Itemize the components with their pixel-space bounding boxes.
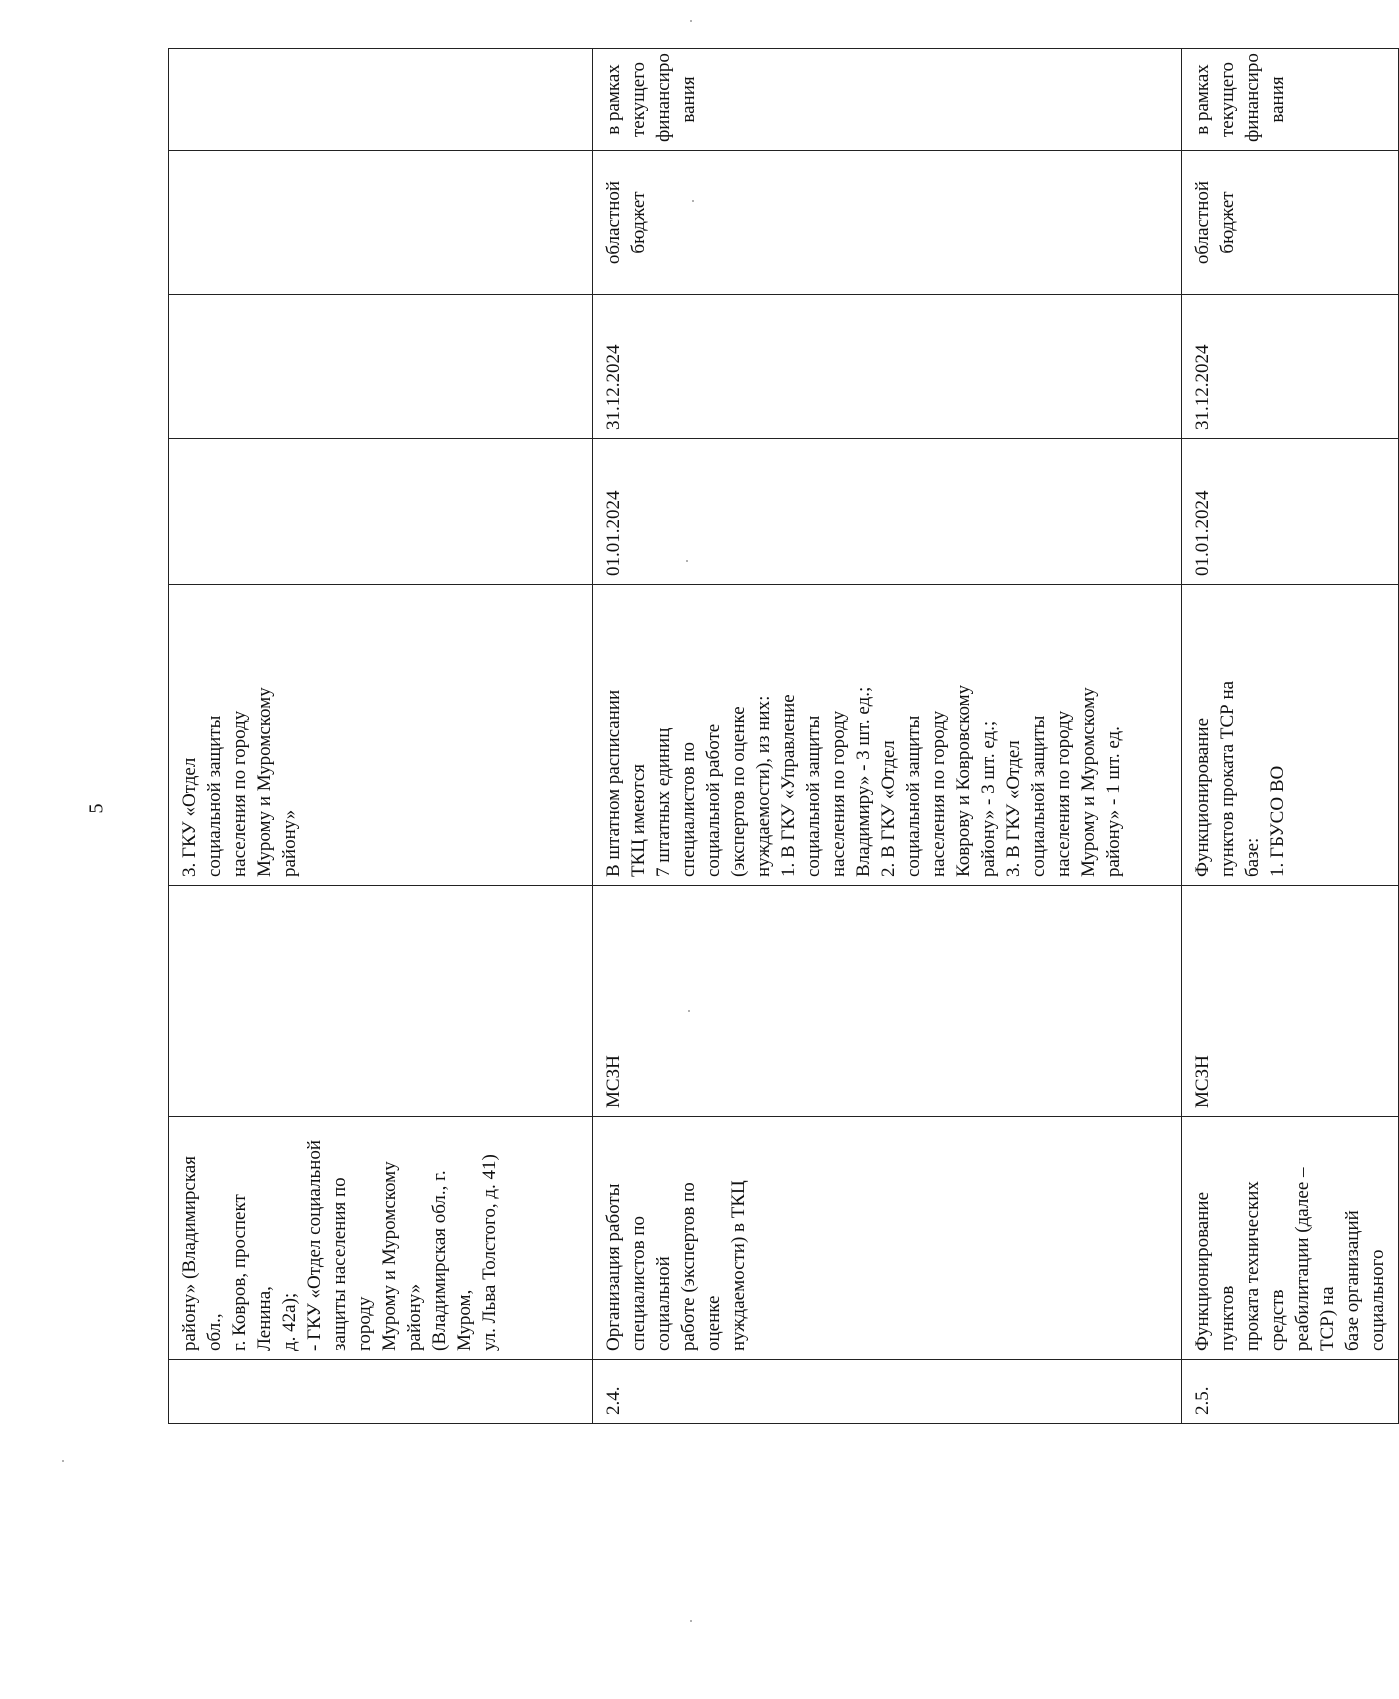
financing-volume: в рамках текущего финансиро вания [1182, 49, 1399, 151]
scan-speck [692, 200, 694, 202]
expected-result: Функционирование пунктов проката ТСР на базе: 1. ГБУСО ВО [1182, 585, 1399, 886]
end-date: 31.12.2024 [1182, 295, 1399, 439]
scan-speck [686, 560, 688, 562]
row-number: 2.5. [1182, 1360, 1399, 1424]
funding-source: областной бюджет [1182, 151, 1399, 295]
end-date: 31.12.2024 [593, 295, 1182, 439]
activity-name: Организация работы специалистов по социальной работе (экспертов по оценке нуждаемости) в ТКЦ [593, 1117, 1182, 1360]
scan-speck [688, 1010, 690, 1012]
responsible: МСЗН [1182, 886, 1399, 1117]
start-date: 01.01.2024 [1182, 439, 1399, 585]
scan-speck [690, 20, 692, 22]
expected-result: 3. ГКУ «Отдел социальной защиты населения по городу Мурому и Муромскому району» [169, 585, 593, 886]
financing-volume [169, 49, 593, 151]
start-date: 01.01.2024 [593, 439, 1182, 585]
funding-source [169, 151, 593, 295]
expected-result: В штатном расписании ТКЦ имеются 7 штатных единиц специалистов по социальной работе (экспертов по оценке нуждаемости), из них: 1. В ГКУ «Управление социальной защиты населения по городу Владимиру» - 3 шт. ед.; 2. В ГКУ «Отдел социальной защиты населения по городу Коврову и Ковровскому району» - 3 шт. ед.; 3. В ГКУ «Отдел социальной защиты населения по городу Мурому и Муромскому району» - 1 шт. ед. [593, 585, 1182, 886]
responsible [169, 886, 593, 1117]
scan-speck [690, 1620, 692, 1622]
row-number: 2.4. [593, 1360, 1182, 1424]
page-number: 5 [85, 803, 108, 814]
scan-speck [62, 1460, 64, 1462]
table-row [593, 49, 1182, 1424]
table-row [169, 49, 593, 1424]
table-row [1182, 49, 1399, 1424]
end-date [169, 295, 593, 439]
activities-table [168, 48, 1399, 1424]
activity-name: Функционирование пунктов проката технических средств реабилитации (далее – ТСР) на базе организаций социального [1182, 1117, 1399, 1360]
row-number [169, 1360, 593, 1424]
activity-name: району» (Владимирская обл., г. Ковров, проспект Ленина, д. 42а); - ГКУ «Отдел социальной защиты населения по городу Мурому и Муромскому району» (Владимирская обл., г. Муром, ул. Льва Толстого, д. 41) [169, 1117, 593, 1360]
rotated-table-wrapper [168, 49, 1388, 1424]
funding-source: областной бюджет [593, 151, 1182, 295]
responsible: МСЗН [593, 886, 1182, 1117]
start-date [169, 439, 593, 585]
financing-volume: в рамках текущего финансиро вания [593, 49, 1182, 151]
